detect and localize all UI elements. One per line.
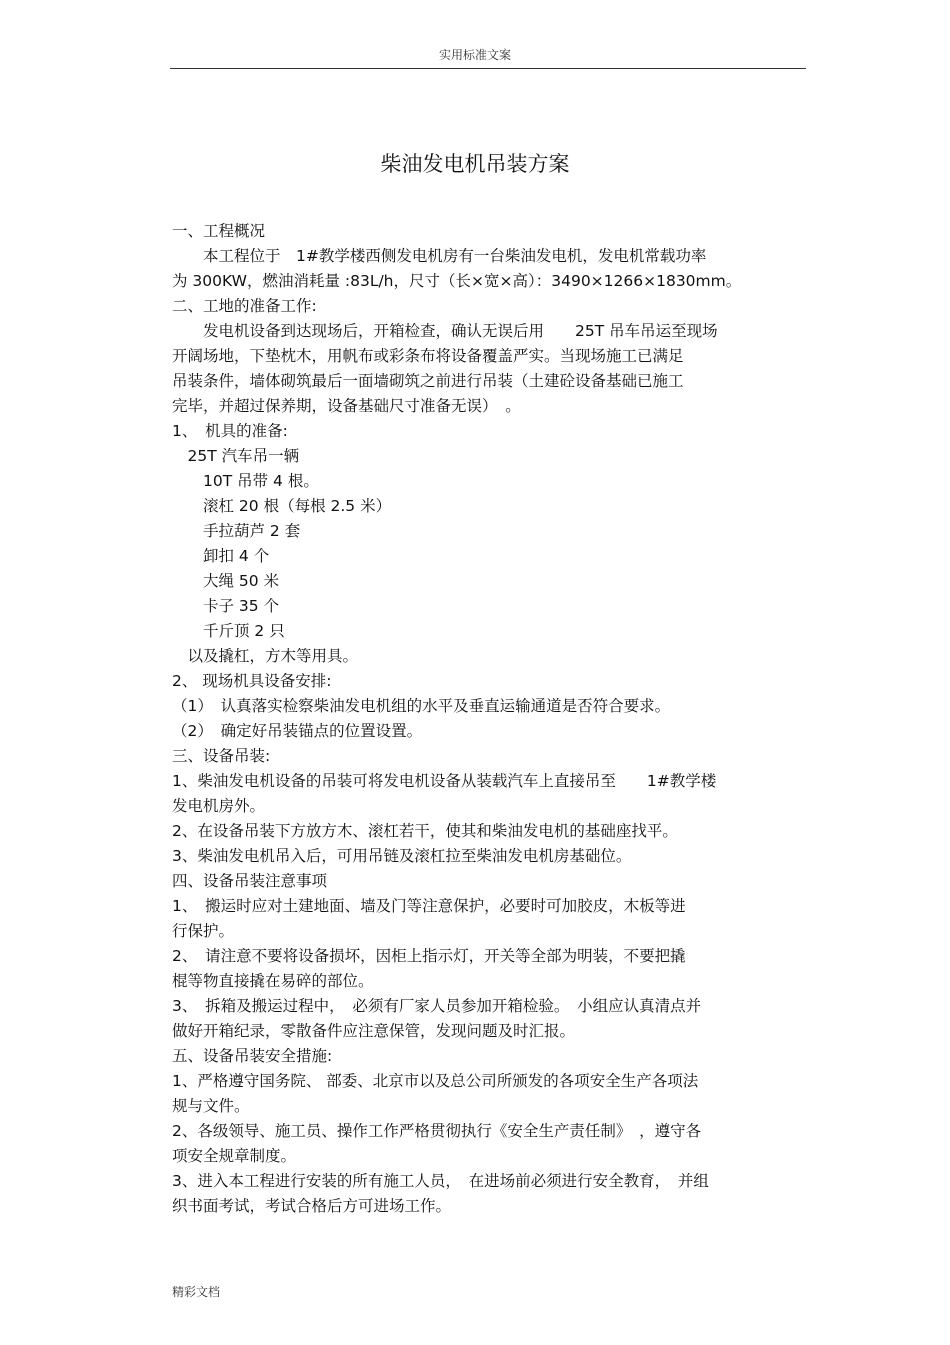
body-line: 卸扣 4 个 bbox=[172, 547, 270, 565]
body-line: 开阔场地，下垫枕木，用帆布或彩条布将设备覆盖严实。当现场施工已满足 bbox=[172, 347, 684, 365]
body-line: 2、各级领导、施工员、操作工作严格贯彻执行《安全生产责任制》 ，遵守各 bbox=[172, 1122, 702, 1140]
body-line: （1） 认真落实检察柴油发电机组的水平及垂直运输通道是否符合要求。 bbox=[172, 697, 671, 715]
page-footer: 精彩文档 bbox=[172, 1285, 221, 1299]
body-line: 2、 现场机具设备安排: bbox=[172, 672, 332, 690]
body-line: 千斤顶 2 只 bbox=[172, 622, 285, 640]
body-line: 1、柴油发电机设备的吊装可将发电机设备从装载汽车上直接吊至 1#教学楼 bbox=[172, 772, 717, 790]
header-rule bbox=[170, 68, 806, 69]
body-line: 3、进入本工程进行安装的所有施工人员， 在进场前必须进行安全教育， 并组 bbox=[172, 1172, 709, 1190]
body-line: 1、严格遵守国务院、 部委、北京市以及总公司所颁发的各项安全生产各项法 bbox=[172, 1072, 699, 1090]
body-line: 滚杠 20 根（每根 2.5 米） bbox=[172, 497, 392, 515]
body-line: 织书面考试，考试合格后方可进场工作。 bbox=[172, 1197, 452, 1215]
body-line: 手拉葫芦 2 套 bbox=[172, 522, 301, 540]
body-line: 本工程位于 1#教学楼西侧发电机房有一台柴油发电机，发电机常载功率 bbox=[172, 247, 707, 265]
body-line: 3、柴油发电机吊入后，可用吊链及滚杠拉至柴油发电机房基础位。 bbox=[172, 847, 632, 865]
body-line: 以及撬杠，方木等用具。 bbox=[172, 647, 359, 665]
document-title: 柴油发电机吊装方案 bbox=[380, 152, 570, 176]
body-line: 1、 搬运时应对土建地面、墙及门等注意保护，必要时可加胶皮，木板等进 bbox=[172, 897, 686, 915]
body-line: 行保护。 bbox=[172, 922, 235, 940]
body-line: 大绳 50 米 bbox=[172, 572, 280, 590]
body-line: 2、在设备吊装下方放方木、滚杠若干，使其和柴油发电机的基础座找平。 bbox=[172, 822, 678, 840]
body-line: 做好开箱纪录，零散备件应注意保管，发现问题及时汇报。 bbox=[172, 1022, 576, 1040]
body-line: 2、 请注意不要将设备损坏，因柜上指示灯，开关等全部为明装，不要把撬 bbox=[172, 947, 686, 965]
body-line: 1、 机具的准备: bbox=[172, 422, 288, 440]
body-line: 10T 吊带 4 根。 bbox=[172, 472, 319, 490]
body-line: 卡子 35 个 bbox=[172, 597, 280, 615]
body-line: 棍等物直接撬在易碎的部位。 bbox=[172, 972, 374, 990]
body-line: （2） 确定好吊装锚点的位置设置。 bbox=[172, 722, 423, 740]
body-line: 规与文件。 bbox=[172, 1097, 250, 1115]
body-line: 发电机设备到达现场后，开箱检查，确认无误后用 25T 吊车吊运至现场 bbox=[172, 322, 718, 340]
body-line: 二、工地的准备工作: bbox=[172, 297, 317, 315]
body-line: 25T 汽车吊一辆 bbox=[172, 447, 300, 465]
body-line: 五、设备吊装安全措施: bbox=[172, 1047, 333, 1065]
body-line: 3、 拆箱及搬运过程中， 必须有厂家人员参加开箱检验。 小组应认真清点并 bbox=[172, 997, 702, 1015]
page-header: 实用标准文案 bbox=[438, 48, 511, 62]
body-line: 完毕，并超过保养期，设备基础尺寸准备无误） 。 bbox=[172, 397, 521, 415]
body-line: 三、设备吊装: bbox=[172, 747, 271, 765]
body-line: 吊装条件，墙体砌筑最后一面墙砌筑之前进行吊装（土建砼设备基础已施工 bbox=[172, 372, 684, 390]
body-line: 四、设备吊装注意事项 bbox=[172, 872, 328, 890]
body-line: 为 300KW，燃油消耗量 :83L/h，尺寸（长×宽×高）：3490×1266×1830mm。 bbox=[172, 272, 742, 290]
body-line: 项安全规章制度。 bbox=[172, 1147, 297, 1165]
body-line: 一、工程概况 bbox=[172, 222, 266, 240]
body-line: 发电机房外。 bbox=[172, 797, 266, 815]
